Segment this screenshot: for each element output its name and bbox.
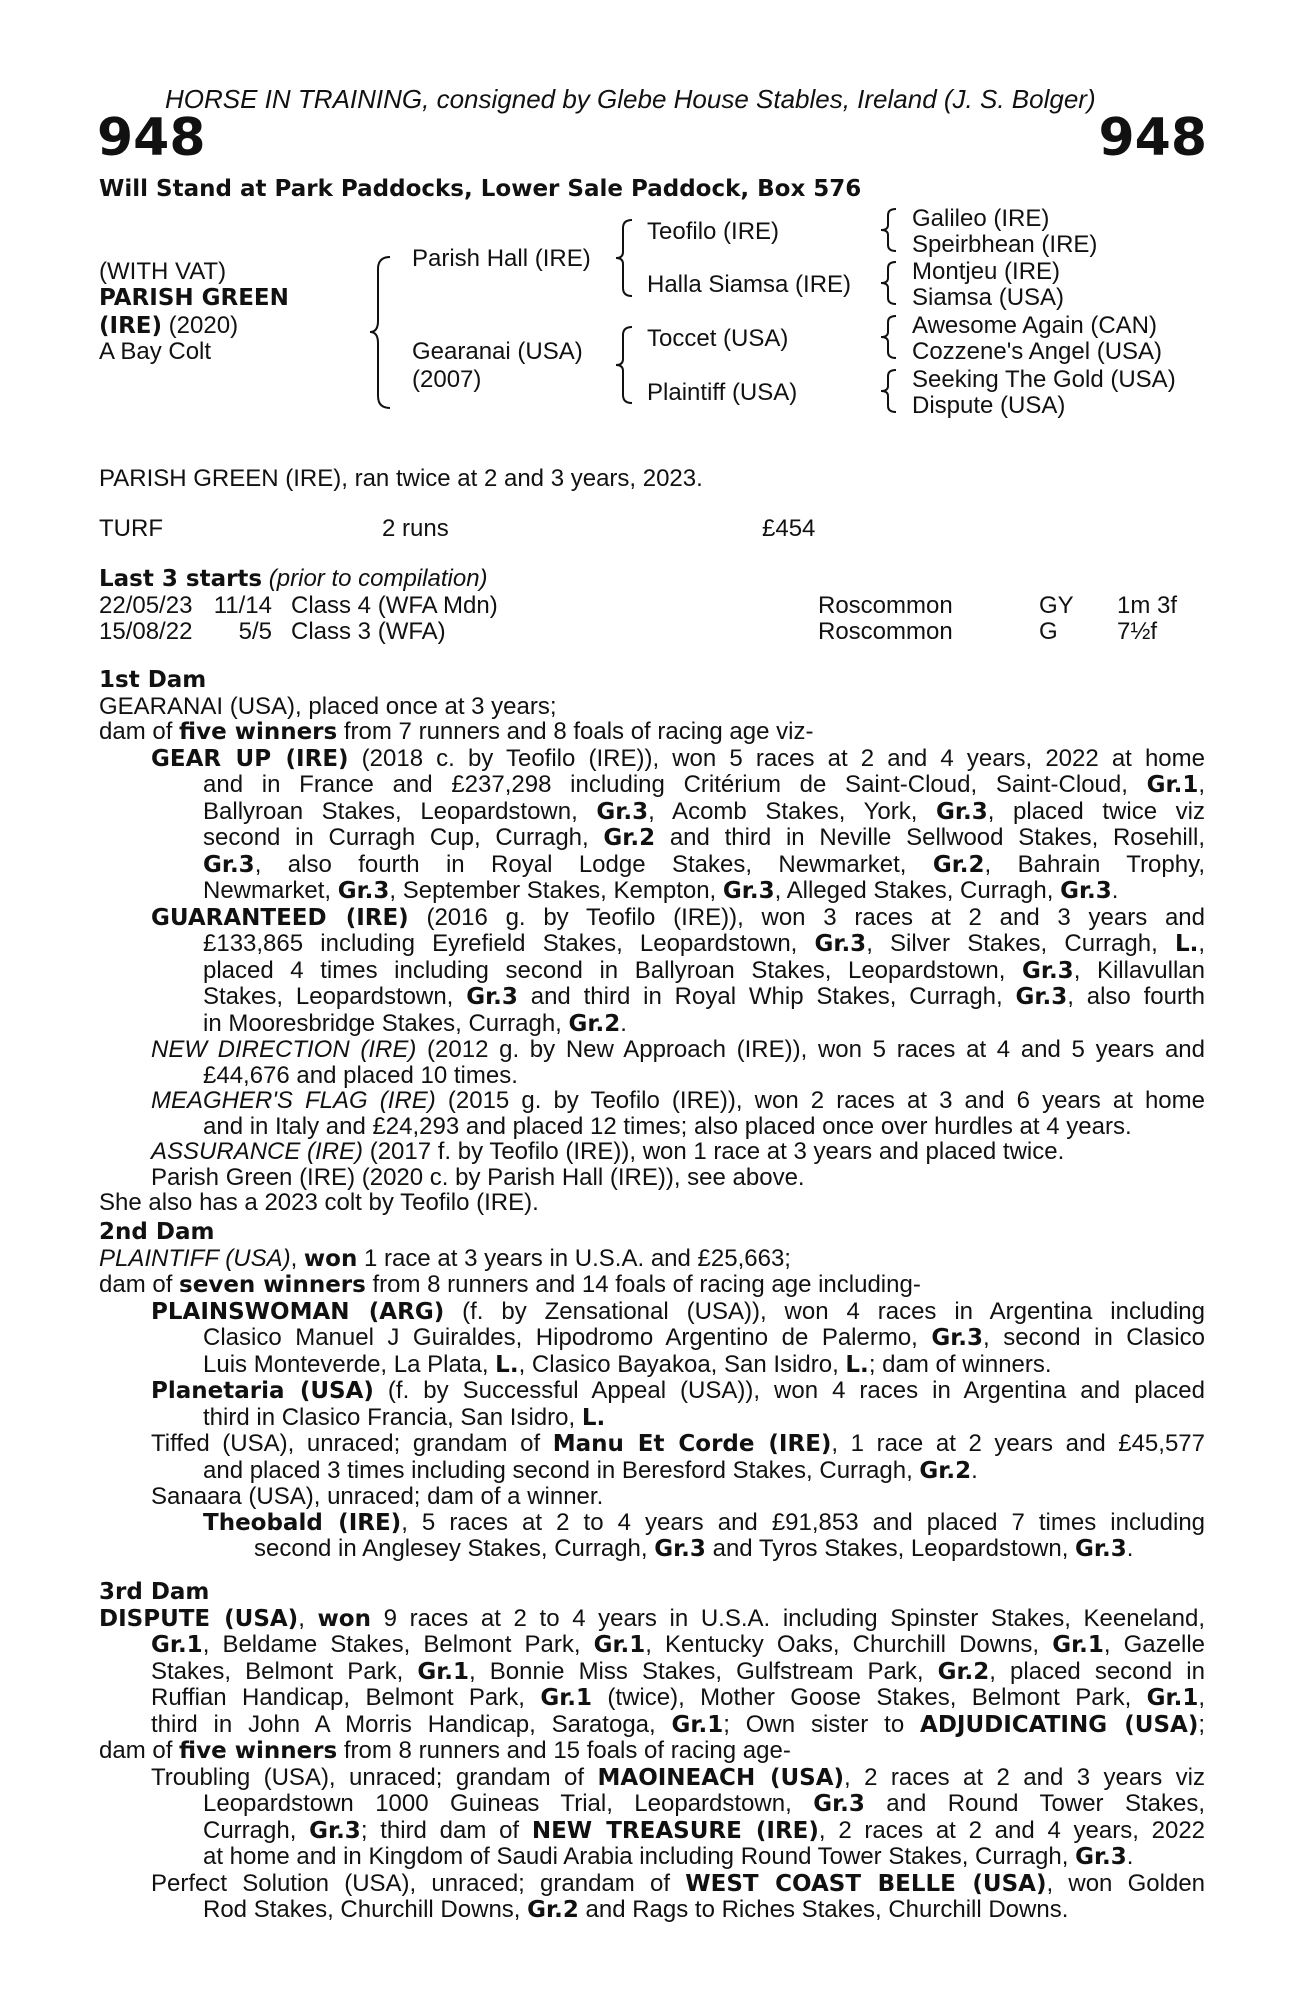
- text-line: at home and in Kingdom of Saudi Arabia including Round Tower Stakes, Curragh, Gr.3.: [203, 1843, 1134, 1870]
- text-line: and in France and £237,298 including Critérium de Saint-Cloud, Saint-Cloud, Gr.1,: [203, 771, 1205, 798]
- first-dam-line: GEARANAI (USA), placed once at 3 years;: [99, 692, 557, 720]
- turf-label: TURF: [99, 515, 163, 542]
- text-line: and in Italy and £24,293 and placed 12 times; also placed once over hurdles at 4 years.: [203, 1112, 1132, 1140]
- racing-summary: PARISH GREEN (IRE), ran twice at 2 and 3 years, 2023.: [99, 465, 703, 492]
- start-row: 15/08/22: [99, 618, 193, 645]
- horse-country-year: (IRE) (2020): [99, 312, 239, 339]
- pedigree-sire-sire: Teofilo (IRE): [647, 218, 780, 245]
- second-dam-line: PLAINTIFF (USA), won 1 race at 3 years in U.S.A. and £25,663;: [99, 1244, 791, 1272]
- pedigree-g1: Galileo (IRE): [912, 205, 1050, 232]
- pedigree-brace-g3: [880, 314, 898, 360]
- pedigree-g3: Montjeu (IRE): [912, 258, 1061, 285]
- text-line: £44,676 and placed 10 times.: [203, 1061, 518, 1089]
- third-dam-section: [99, 1580, 1205, 1924]
- vat-label: (WITH VAT): [99, 258, 227, 285]
- start-row-going: G: [1039, 618, 1058, 645]
- lot-number-left: 948: [97, 108, 206, 168]
- text-line: Gr.3, also fourth in Royal Lodge Stakes, Newmarket, Gr.2, Bahrain Trophy,: [203, 850, 1205, 878]
- second-dam-section: [99, 1220, 1205, 1563]
- text-line: Gr.1, Beldame Stakes, Belmont Park, Gr.1, Kentucky Oaks, Churchill Downs, Gr.1, Gazelle: [151, 1631, 1206, 1658]
- meaghers-flag-entry: MEAGHER'S FLAG (IRE) (2015 g. by Teofilo (IRE)), won 2 races at 3 and 6 years at home: [151, 1087, 1205, 1114]
- text-line: second in Curragh Cup, Curragh, Gr.2 and third in Neville Sellwood Stakes, Rosehill,: [203, 824, 1206, 851]
- pedigree-dam-sire: Toccet (USA): [647, 325, 789, 352]
- third-dam-produce-line: dam of five winners from 8 runners and 15 foals of racing age-: [99, 1737, 791, 1764]
- turf-prize: £454: [762, 515, 816, 542]
- start-row-dist: 1m 3f: [1117, 592, 1178, 619]
- pedigree-brace-main: [370, 255, 392, 410]
- lot-number-right: 948: [1098, 108, 1207, 168]
- first-dam-produce-line: dam of five winners from 7 runners and 8 foals of racing age viz-: [99, 718, 814, 745]
- troubling-entry: Troubling (USA), unraced; grandam of MAOINEACH (USA), 2 races at 2 and 3 years viz: [151, 1763, 1206, 1791]
- text-line: placed 4 times including second in Ballyroan Stakes, Leopardstown, Gr.3, Killavullan: [203, 956, 1205, 984]
- pedigree-brace-g4: [880, 368, 898, 414]
- pedigree-dam-dam: Plaintiff (USA): [647, 379, 798, 406]
- also-line: She also has a 2023 colt by Teofilo (IRE).: [99, 1189, 539, 1216]
- location-line: Will Stand at Park Paddocks, Lower Sale Paddock, Box 576: [99, 176, 862, 202]
- pedigree-g7: Seeking The Gold (USA): [912, 366, 1176, 393]
- third-dam-heading: 3rd Dam: [99, 1579, 210, 1605]
- pedigree-brace-dam: [616, 325, 634, 405]
- pedigree-brace-g2: [880, 260, 898, 306]
- pedigree-g5: Awesome Again (CAN): [912, 312, 1157, 339]
- text-line: £133,865 including Eyrefield Stakes, Leopardstown, Gr.3, Silver Stakes, Curragh, L.,: [203, 930, 1206, 957]
- start-row-dist: 7½f: [1117, 618, 1158, 645]
- pedigree-sire-dam: Halla Siamsa (IRE): [647, 271, 852, 298]
- tiffed-entry: Tiffed (USA), unraced; grandam of Manu Et Corde (IRE), 1 race at 2 years and £45,577: [151, 1430, 1205, 1457]
- text-line: Ruffian Handicap, Belmont Park, Gr.1 (twice), Mother Goose Stakes, Belmont Park, Gr.1,: [151, 1684, 1205, 1711]
- gear-up-entry: GEAR UP (IRE) (2018 c. by Teofilo (IRE)), won 5 races at 2 and 4 years, 2022 at home: [151, 744, 1205, 772]
- start-row: 22/05/23: [99, 592, 193, 619]
- pedigree-g2: Speirbhean (IRE): [912, 231, 1098, 258]
- text-line: third in John A Morris Handicap, Saratoga, Gr.1; Own sister to ADJUDICATING (USA);: [151, 1710, 1206, 1738]
- first-dam-heading: 1st Dam: [99, 667, 207, 693]
- horse-description: A Bay Colt: [99, 338, 212, 365]
- text-line: Newmarket, Gr.3, September Stakes, Kempton, Gr.3, Alleged Stakes, Curragh, Gr.3.: [203, 877, 1119, 904]
- consignor-line: HORSE IN TRAINING, consigned by Glebe House Stables, Ireland (J. S. Bolger): [165, 84, 1096, 114]
- start-row-pos: 11/14: [213, 592, 272, 619]
- perfect-solution-entry: Perfect Solution (USA), unraced; grandam of WEST COAST BELLE (USA), won Golden: [151, 1869, 1206, 1897]
- first-dam-section: [99, 668, 1205, 1216]
- pedigree-sire: Parish Hall (IRE): [412, 245, 591, 272]
- text-line: in Mooresbridge Stakes, Curragh, Gr.2.: [203, 1009, 627, 1037]
- text-line: third in Clasico Francia, San Isidro, L.: [203, 1403, 606, 1431]
- turf-runs: 2 runs: [382, 515, 449, 542]
- text-line: Stakes, Belmont Park, Gr.1, Bonnie Miss Stakes, Gulfstream Park, Gr.2, placed second in: [151, 1657, 1205, 1685]
- text-line: Stakes, Leopardstown, Gr.3 and third in Royal Whip Stakes, Curragh, Gr.3, also fourth: [203, 983, 1205, 1010]
- text-line: Rod Stakes, Churchill Downs, Gr.2 and Rags to Riches Stakes, Churchill Downs.: [203, 1896, 1069, 1923]
- pedigree-dam: Gearanai (USA): [412, 338, 583, 365]
- start-row-course: Roscommon: [818, 618, 953, 645]
- text-line: and placed 3 times including second in Beresford Stakes, Curragh, Gr.2.: [203, 1456, 978, 1484]
- text-line: Leopardstown 1000 Guineas Trial, Leopardstown, Gr.3 and Round Tower Stakes,: [203, 1790, 1206, 1817]
- guaranteed-entry: GUARANTEED (IRE) (2016 g. by Teofilo (IRE)), won 3 races at 2 and 3 years and: [151, 903, 1205, 931]
- text-line: Clasico Manuel J Guiraldes, Hipodromo Argentino de Palermo, Gr.3, second in Clasico: [203, 1324, 1205, 1351]
- second-dam-produce-line: dam of seven winners from 8 runners and 14 foals of racing age including-: [99, 1271, 921, 1298]
- pedigree-g8: Dispute (USA): [912, 392, 1066, 419]
- text-line: Curragh, Gr.3; third dam of NEW TREASURE (IRE), 2 races at 2 and 4 years, 2022: [203, 1816, 1206, 1844]
- text-line: Ballyroan Stakes, Leopardstown, Gr.3, Acomb Stakes, York, Gr.3, placed twice viz: [203, 797, 1205, 825]
- last-starts-heading: Last 3 starts (prior to compilation): [99, 565, 488, 592]
- start-row-course: Roscommon: [818, 592, 953, 619]
- third-dam-line: DISPUTE (USA), won 9 races at 2 to 4 years in U.S.A. including Spinster Stakes, Keeneland,: [99, 1604, 1205, 1632]
- planetaria-entry: Planetaria (USA) (f. by Successful Appeal (USA)), won 4 races in Argentina and placed: [151, 1377, 1205, 1404]
- theobald-entry: Theobald (IRE), 5 races at 2 to 4 years and £91,853 and placed 7 times including: [203, 1508, 1206, 1536]
- pedigree-g4: Siamsa (USA): [912, 284, 1065, 311]
- pedigree-brace-g1: [880, 207, 898, 253]
- text-line: Luis Monteverde, La Plata, L., Clasico Bayakoa, San Isidro, L.; dam of winners.: [203, 1350, 1052, 1378]
- parish-green-entry: Parish Green (IRE) (2020 c. by Parish Hall (IRE)), see above.: [151, 1163, 805, 1191]
- text-line: second in Anglesey Stakes, Curragh, Gr.3 and Tyros Stakes, Leopardstown, Gr.3.: [254, 1535, 1134, 1562]
- sanaara-entry: Sanaara (USA), unraced; dam of a winner.: [151, 1483, 604, 1510]
- start-row-race: Class 3 (WFA): [291, 618, 446, 645]
- horse-name: PARISH GREEN: [99, 285, 289, 311]
- start-row-race: Class 4 (WFA Mdn): [291, 592, 498, 619]
- start-row-going: GY: [1039, 592, 1074, 619]
- start-row-pos: 5/5: [238, 618, 272, 645]
- pedigree-dam-year: (2007): [412, 366, 482, 393]
- plainswoman-entry: PLAINSWOMAN (ARG) (f. by Zensational (USA)), won 4 races in Argentina including: [151, 1297, 1205, 1325]
- assurance-entry: ASSURANCE (IRE) (2017 f. by Teofilo (IRE)), won 1 race at 3 years and placed twice.: [151, 1138, 1065, 1165]
- pedigree-g6: Cozzene's Angel (USA): [912, 338, 1163, 365]
- second-dam-heading: 2nd Dam: [99, 1219, 215, 1245]
- new-direction-entry: NEW DIRECTION (IRE) (2012 g. by New Approach (IRE)), won 5 races at 4 and 5 years and: [151, 1036, 1205, 1063]
- pedigree-brace-sire: [616, 218, 634, 298]
